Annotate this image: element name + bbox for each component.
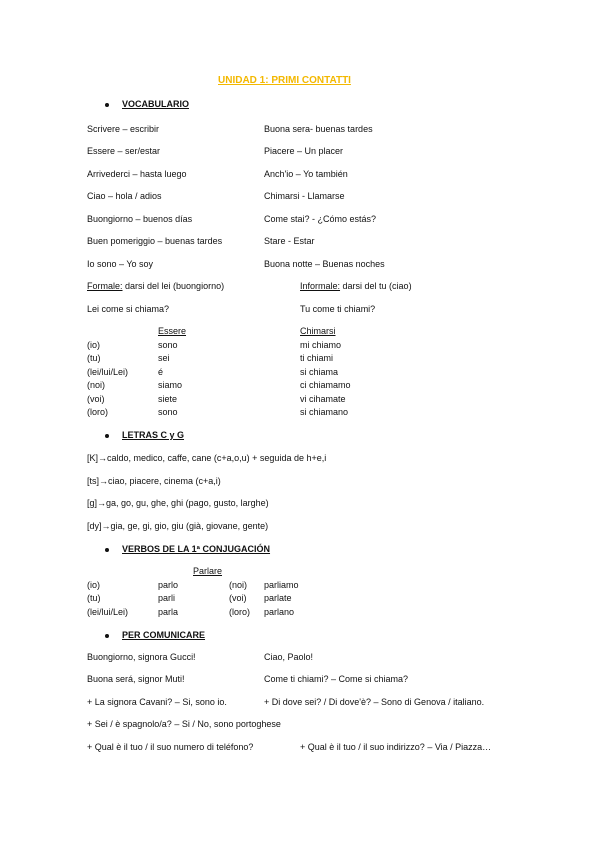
phrase: Ciao, Paolo! [264, 652, 314, 662]
essere-form: sono [158, 407, 178, 417]
essere-form: sono [158, 340, 178, 350]
pronoun: (io) [87, 340, 100, 350]
vocab-item: Stare - Estar [264, 236, 315, 246]
chiamarsi-form: vi cihamate [300, 394, 346, 404]
essere-form: sei [158, 353, 170, 363]
section-heading-verbos: VERBOS DE LA 1ª CONJUGACIÓN [122, 544, 271, 554]
phrase: + Di dove sei? / Di dove'è? – Sono di Genova / italiano. [264, 697, 485, 707]
informale-question: Tu come ti chiami? [300, 304, 376, 314]
letras-rule: [dy]→gia, ge, gi, gio, giu (già, giovane, gente) [87, 521, 269, 531]
pronoun: (tu) [87, 593, 101, 603]
parlare-form: parlo [158, 580, 179, 590]
vocab-item: Arrivederci – hasta luego [87, 169, 187, 179]
vocab-item: Ciao – hola / adios [87, 191, 162, 201]
chiamarsi-form: si chiama [300, 367, 339, 377]
formale-question: Lei come si chiama? [87, 304, 170, 314]
chiamarsi-form: mi chiamo [300, 340, 342, 350]
essere-form: siamo [158, 380, 183, 390]
formale-line [87, 281, 224, 292]
section-heading-comunicare: PER COMUNICARE [122, 630, 206, 640]
phrase: Buongiorno, signora Gucci! [87, 652, 196, 662]
vocab-item: Buen pomeriggio – buenas tardes [87, 236, 223, 246]
parlare-form: parla [158, 607, 179, 617]
page-title: UNIDAD 1: PRIMI CONTATTI [218, 75, 351, 86]
column-header-parlare: Parlare [193, 566, 223, 576]
bullet-icon [105, 634, 109, 638]
pronoun: (noi) [229, 580, 248, 590]
phrase: Come ti chiami? – Come si chiama? [264, 674, 409, 684]
column-header-chimarsi: Chimarsi [300, 326, 336, 336]
informale-text: darsi del tu (ciao) [340, 281, 412, 291]
bullet-icon [105, 434, 109, 438]
informale-label: Informale: [300, 281, 341, 291]
formale-text: darsi del lei (buongiorno) [122, 281, 225, 291]
vocab-item: Come stai? - ¿Cómo estás? [264, 214, 377, 224]
pronoun: (loro) [87, 407, 109, 417]
vocab-item: Buona notte – Buenas noches [264, 259, 385, 269]
vocab-item: Piacere – Un placer [264, 146, 344, 156]
essere-form: siete [158, 394, 178, 404]
letras-rule: [K]→caldo, medico, caffe, cane (c+a,o,u) + seguida de h+e,i [87, 453, 327, 463]
column-header-essere: Essere [158, 326, 187, 336]
vocab-item: Io sono – Yo soy [87, 259, 154, 269]
pronoun: (voi) [229, 593, 247, 603]
parlare-form: parlate [264, 593, 292, 603]
pronoun: (loro) [229, 607, 251, 617]
pronoun: (lei/lui/Lei) [87, 367, 129, 377]
pronoun: (noi) [87, 380, 106, 390]
vocab-item: Buona sera- buenas tardes [264, 124, 373, 134]
vocab-item: Scrivere – escribir [87, 124, 160, 134]
parlare-form: parliamo [264, 580, 299, 590]
letras-rule: [ts]→ciao, piacere, cinema (c+a,i) [87, 476, 221, 486]
vocab-item: Chimarsi - Llamarse [264, 191, 345, 201]
informale-line [300, 281, 412, 292]
phrase: + Sei / è spagnolo/a? – Si / No, sono portoghese [87, 719, 281, 729]
essere-form: é [158, 367, 164, 377]
chiamarsi-form: si chiamano [300, 407, 349, 417]
phrase: + La signora Cavani? – Si, sono io. [87, 697, 227, 707]
pronoun: (tu) [87, 353, 101, 363]
phrase: + Qual è il tuo / il suo indirizzo? – Via / Piazza… [300, 742, 492, 752]
phrase: + Qual è il tuo / il suo numero di teléfono? [87, 742, 254, 752]
parlare-form: parli [158, 593, 176, 603]
formale-label: Formale: [87, 281, 123, 291]
bullet-icon [105, 548, 109, 552]
section-heading-letras: LETRAS C y G [122, 430, 185, 440]
phrase: Buona será, signor Muti! [87, 674, 185, 684]
vocab-item: Anch'io – Yo también [264, 169, 348, 179]
pronoun: (io) [87, 580, 100, 590]
vocab-item: Essere – ser/estar [87, 146, 161, 156]
chiamarsi-form: ci chiamamo [300, 380, 351, 390]
letras-rule: [g]→ga, go, gu, ghe, ghi (pago, gusto, larghe) [87, 498, 269, 508]
bullet-icon [105, 103, 109, 107]
parlare-form: parlano [264, 607, 295, 617]
pronoun: (lei/lui/Lei) [87, 607, 129, 617]
chiamarsi-form: ti chiami [300, 353, 334, 363]
vocab-item: Buongiorno – buenos días [87, 214, 193, 224]
section-heading-vocabulario: VOCABULARIO [122, 99, 189, 109]
pronoun: (voi) [87, 394, 105, 404]
